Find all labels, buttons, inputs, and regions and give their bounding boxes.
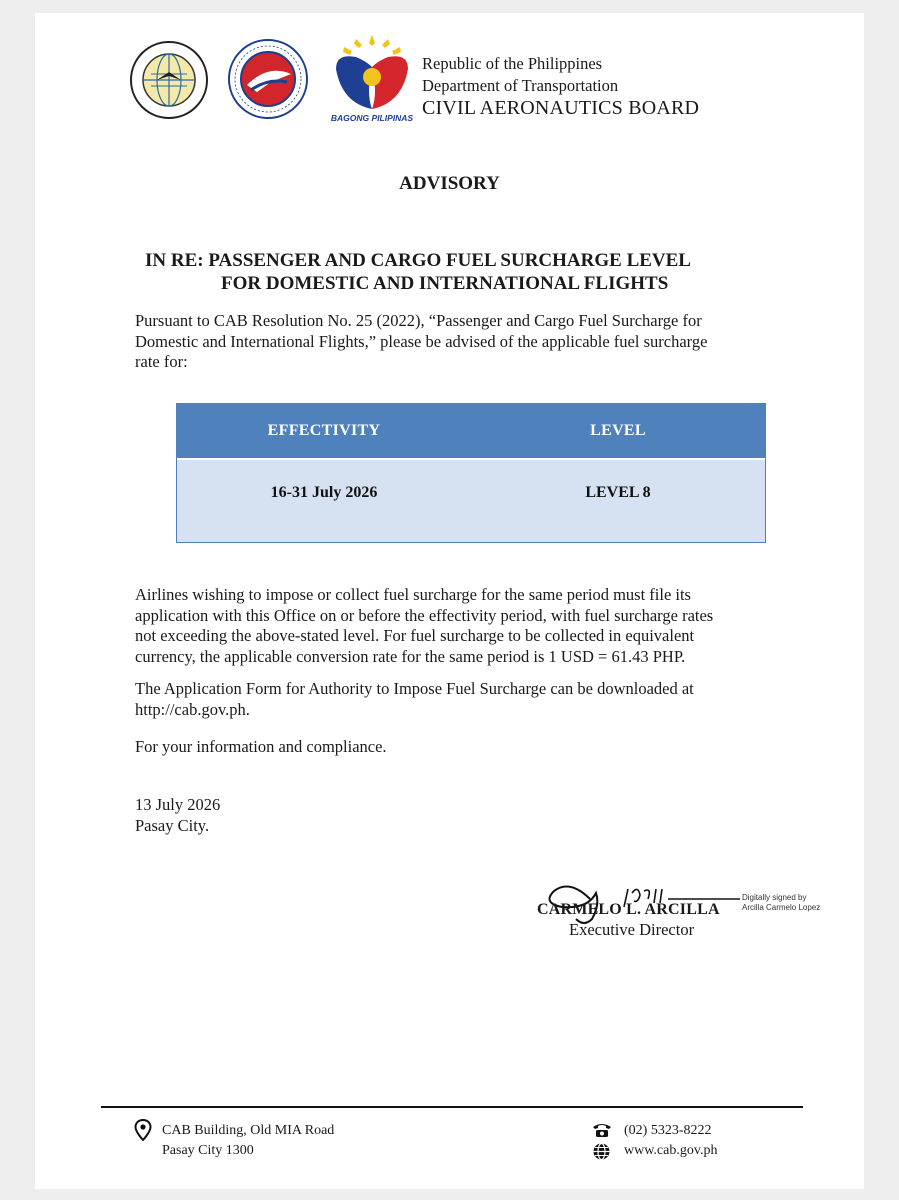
footer-address xyxy=(162,1121,334,1161)
telephone-icon xyxy=(592,1122,612,1138)
bagong-pilipinas-logo xyxy=(326,33,418,123)
paragraph-line: currency, the applicable conversion rate for the same period is 1 USD = 61.43 PHP. xyxy=(135,646,686,666)
fuel-surcharge-table xyxy=(176,403,766,543)
bagong-pilipinas-wordmark: BAGONG PILIPINAS xyxy=(330,113,414,123)
paragraph-line: not exceeding the above-stated level. For fuel surcharge to be collected in equivalent xyxy=(135,626,695,645)
table-header-row xyxy=(177,404,765,460)
column-header-effectivity: EFFECTIVITY xyxy=(267,422,381,439)
signatory-name: CARMELO L. ARCILLA xyxy=(537,901,720,918)
dateline xyxy=(135,795,775,836)
intro-paragraph xyxy=(135,311,775,373)
paragraph-line: The Application Form for Authority to Impose Fuel Surcharge can be downloaded at xyxy=(135,679,694,698)
level-cell: LEVEL 8 xyxy=(585,484,651,501)
issue-place: Pasay City. xyxy=(135,815,210,835)
paragraph-line: application with this Office on or before the effectivity period, with fuel surcharge rates xyxy=(135,605,714,625)
subject-line-2: FOR DOMESTIC AND INTERNATIONAL FLIGHTS xyxy=(221,273,669,294)
download-link[interactable]: http://cab.gov.ph. xyxy=(135,699,250,719)
footer-divider xyxy=(101,1106,803,1108)
digital-signature-line: Digitally signed by xyxy=(742,893,807,902)
signatory-title: Executive Director xyxy=(569,920,695,939)
location-pin-icon xyxy=(134,1119,152,1141)
digital-signature-line: Arcilla Carmelo Lopez xyxy=(742,903,821,912)
intro-line: Pursuant to CAB Resolution No. 25 (2022), “Passenger and Cargo Fuel Surcharge for xyxy=(135,311,702,330)
header-republic: Republic of the Philippines xyxy=(422,54,603,73)
footer-website[interactable]: www.cab.gov.ph xyxy=(624,1143,718,1158)
dotr-seal-logo xyxy=(227,38,309,120)
issue-date: 13 July 2026 xyxy=(135,795,221,814)
intro-line: rate for: xyxy=(135,352,188,371)
table-row xyxy=(177,460,765,502)
filing-paragraph xyxy=(135,585,775,667)
letterhead-text xyxy=(422,53,699,119)
download-paragraph xyxy=(135,679,775,720)
address-line: Pasay City 1300 xyxy=(162,1143,254,1158)
subject-heading xyxy=(145,249,691,295)
intro-line: Domestic and International Flights,” please be advised of the applicable fuel surcharge xyxy=(135,331,708,351)
header-agency: CIVIL AERONAUTICS BOARD xyxy=(422,97,700,119)
address-line: CAB Building, Old MIA Road xyxy=(162,1123,335,1138)
digital-signature-note xyxy=(742,893,820,913)
effectivity-cell: 16-31 July 2026 xyxy=(270,484,378,501)
footer-phone[interactable]: (02) 5323-8222 xyxy=(624,1123,712,1138)
closing-paragraph: For your information and compliance. xyxy=(135,737,387,756)
paragraph-line: Airlines wishing to impose or collect fuel surcharge for the same period must file its xyxy=(135,585,691,604)
footer-contact xyxy=(624,1121,717,1161)
subject-line-1: IN RE: PASSENGER AND CARGO FUEL SURCHARGE LEVEL xyxy=(145,250,691,271)
globe-icon xyxy=(592,1142,611,1161)
document-title: ADVISORY xyxy=(399,173,500,194)
column-header-level: LEVEL xyxy=(590,422,646,439)
cab-seal-logo xyxy=(129,40,209,120)
advisory-document xyxy=(35,13,864,1189)
header-department: Department of Transportation xyxy=(422,76,619,95)
